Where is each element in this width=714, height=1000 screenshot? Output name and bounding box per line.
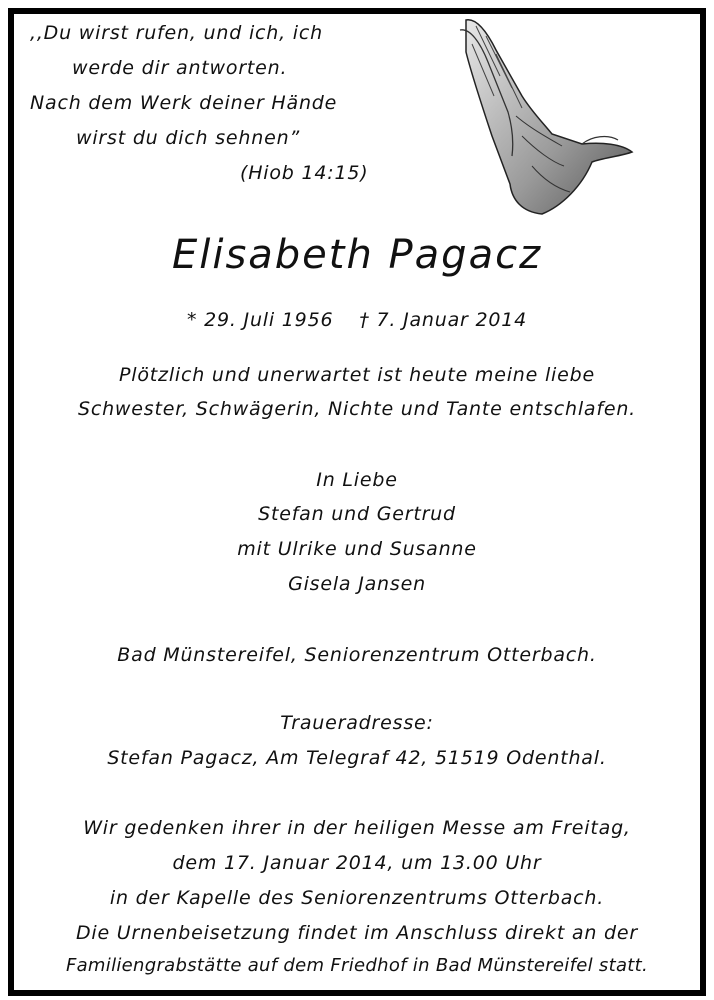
announcement-line-1: Plötzlich und unerwartet ist heute meine liebe bbox=[119, 364, 595, 386]
verse-line-4: wirst du dich sehnen” bbox=[76, 127, 301, 149]
location-line: Bad Münstereifel, Seniorenzentrum Otterbach. bbox=[117, 644, 597, 666]
service-line-4: Die Urnenbeisetzung findet im Anschluss direkt an der bbox=[75, 922, 639, 944]
dates-row bbox=[0, 309, 714, 331]
address-label: Traueradresse: bbox=[280, 712, 434, 734]
birth-date: * 29. Juli 1956 bbox=[186, 309, 334, 331]
service-line-2: dem 17. Januar 2014, um 13.00 Uhr bbox=[172, 852, 542, 874]
service-line-3: in der Kapelle des Seniorenzentrums Otterbach. bbox=[109, 887, 605, 909]
death-date: † 7. Januar 2014 bbox=[359, 309, 528, 331]
mourners-line-2: mit Ulrike und Susanne bbox=[237, 538, 477, 560]
mourners-line-3: Gisela Jansen bbox=[288, 573, 426, 595]
praying-hands-icon bbox=[452, 16, 638, 216]
mourners-line-1: Stefan und Gertrud bbox=[258, 503, 456, 525]
verse-line-3: Nach dem Werk deiner Hände bbox=[30, 92, 338, 114]
announcement-line-2: Schwester, Schwägerin, Nichte und Tante entschlafen. bbox=[77, 398, 637, 420]
verse-reference: (Hiob 14:15) bbox=[240, 162, 369, 184]
verse-line-2: werde dir antworten. bbox=[72, 57, 288, 79]
deceased-name: Elisabeth Pagacz bbox=[171, 232, 543, 278]
mourners-intro: In Liebe bbox=[316, 469, 398, 491]
verse-line-1: ,,Du wirst rufen, und ich, ich bbox=[30, 22, 323, 44]
service-line-1: Wir gedenken ihrer in der heiligen Messe am Freitag, bbox=[83, 817, 631, 839]
service-line-5: Familiengrabstätte auf dem Friedhof in Bad Münstereifel statt. bbox=[65, 955, 649, 976]
address-value: Stefan Pagacz, Am Telegraf 42, 51519 Odenthal. bbox=[107, 747, 607, 769]
